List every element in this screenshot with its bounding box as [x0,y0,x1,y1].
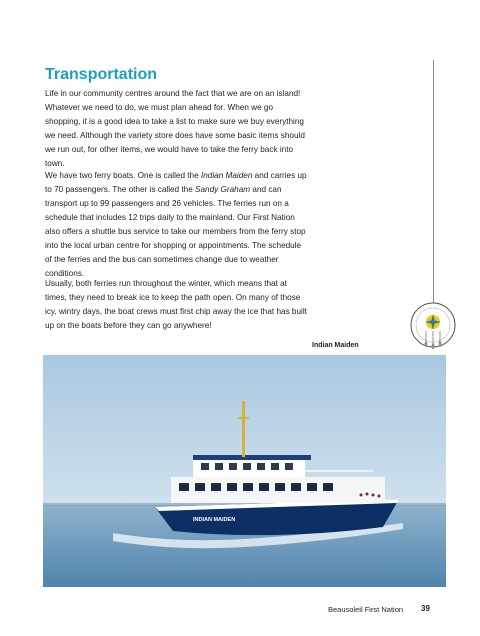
footer-page-number: 39 [421,604,430,613]
hull-name-text: INDIAN MAIDEN [193,517,236,523]
margin-divider-line [433,60,434,310]
paragraph-ferry-boats [45,169,307,281]
dreamcatcher-logo [408,300,458,350]
ferry-illustration [43,355,446,587]
paragraph-winter-ferries: Usually, both ferries run throughout the winter, which means that at times, they need to break ice to keep the path open. On many of those icy, wintry days, the boat crews must first chip away the ice that has built up on the boats before they can go anywhere! [45,279,307,330]
paragraph-island-life: Life in our community centres around the fact that we are on an island! Whatever we need to do, we must plan ahead for. When we go shopping, it is a good idea to take a list to make sure we buy everything we need. Although the variety store does have some basic items should we run out, for other items, we would have to take the ferry back into town. [45,89,305,168]
paragraph-ferry-text-3: and can transport up to 99 passengers and 26 vehicles. The ferries run on a schedule that includes 12 trips daily to the mainland. Our First Nation also offers a shuttle bus service to take our members from the ferry stop into the local urban centre for shopping or appointments. The schedule of the ferries and the bus can sometimes change due to weather conditions. [45,185,306,278]
boat-name-sandy-graham: Sandy Graham [195,185,251,194]
paragraph-ferry-text-1: We have two ferry boats. One is called the [45,171,201,180]
footer-publication-name: Beausoleil First Nation [328,605,404,614]
paragraph-ferry-text-2: and carries up to 70 passengers. The other is called the [45,171,307,194]
boat-name-indian-maiden: Indian Maiden [200,171,253,180]
photo-caption: Indian Maiden [312,342,359,349]
ferry-photo [43,355,446,587]
section-heading: Transportation [45,66,158,83]
